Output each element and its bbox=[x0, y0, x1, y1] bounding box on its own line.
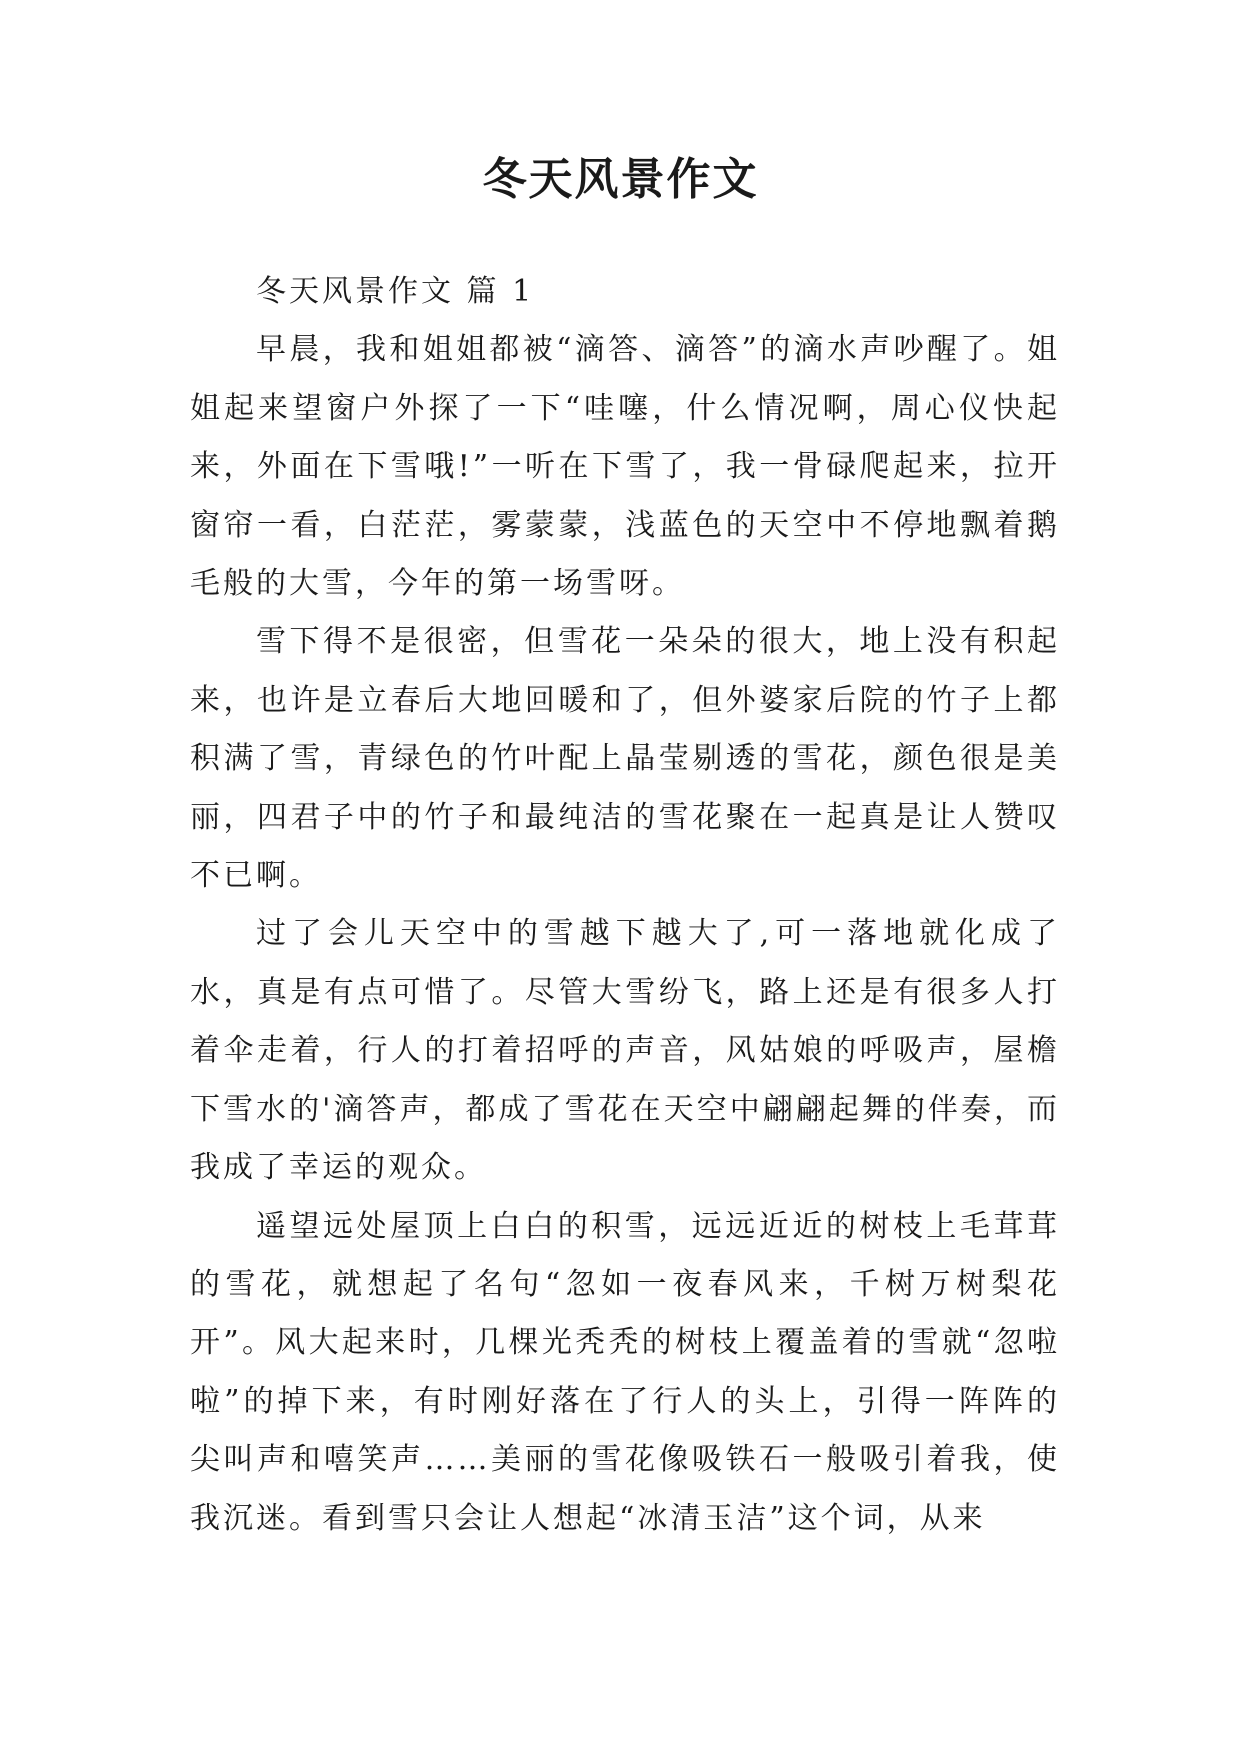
paragraph-2: 雪下得不是很密，但雪花一朵朵的很大，地上没有积起来，也许是立春后大地回暖和了，但外婆家后院的竹子上都积满了雪，青绿色的竹叶配上晶莹剔透的雪花，颜色很是美丽，四君子中的竹子和最纯洁的雪花聚在一起真是让人赞叹不已啊。 bbox=[190, 624, 1060, 894]
paragraph-1: 早晨，我和姐姐都被“滴答、滴答”的滴水声吵醒了。姐姐起来望窗户外探了一下“哇噻，什么情况啊，周心仪快起来，外面在下雪哦!”一听在下雪了，我一骨碌爬起来，拉开窗帘一看，白茫茫，雾蒙蒙，浅蓝色的天空中不停地飘着鹅毛般的大雪，今年的第一场雪呀。 bbox=[190, 332, 1060, 602]
paragraph-3: 过了会儿天空中的雪越下越大了,可一落地就化成了水，真是有点可惜了。尽管大雪纷飞，路上还是有很多人打着伞走着，行人的打着招呼的声音，风姑娘的呼吸声，屋檐下雪水的'滴答声，都成了雪花在天空中翩翩起舞的伴奏，而我成了幸运的观众。 bbox=[190, 916, 1060, 1186]
section-heading: 冬天风景作文 篇 1 bbox=[256, 274, 535, 309]
document-title: 冬天风景作文 bbox=[482, 154, 759, 205]
paragraph-4: 遥望远处屋顶上白白的积雪，远远近近的树枝上毛茸茸的雪花，就想起了名句“忽如一夜春风来，千树万树梨花开”。风大起来时，几棵光秃秃的树枝上覆盖着的雪就“忽啦啦”的掉下来，有时刚好落在了行人的头上，引得一阵阵的尖叫声和嘻笑声……美丽的雪花像吸铁石一般吸引着我，使我沉迷。看到雪只会让人想起“冰清玉洁”这个词，从来 bbox=[190, 1208, 1060, 1536]
document-body bbox=[190, 263, 1060, 1548]
